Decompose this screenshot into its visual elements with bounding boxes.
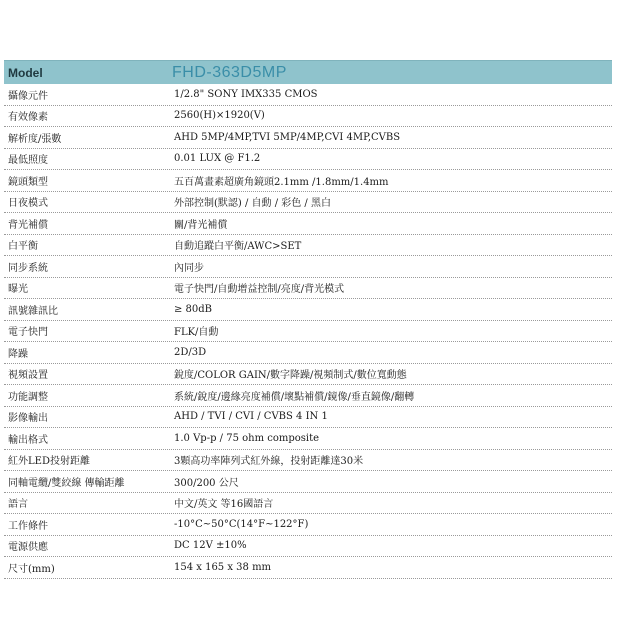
spec-label: 攝像元件 [8, 90, 48, 102]
spec-label: 訊號雜訊比 [8, 305, 58, 317]
spec-value: AHD / TVI / CVI / CVBS 4 IN 1 [174, 411, 328, 423]
spec-value: 1.0 Vp-p / 75 ohm composite [174, 432, 320, 444]
spec-label: 解析度/張數 [8, 133, 62, 145]
spec-row [4, 235, 612, 257]
spec-row [4, 428, 612, 450]
spec-value: 關/背光補償 [174, 219, 228, 231]
spec-row [4, 149, 612, 171]
spec-row [4, 170, 612, 192]
spec-label: 同步系統 [8, 262, 48, 274]
spec-row [4, 450, 612, 472]
spec-label: 曝光 [8, 284, 28, 296]
spec-label: 最低照度 [8, 155, 48, 167]
spec-value: 五百萬畫素超廣角鏡頭2.1mm /1.8mm/1.4mm [174, 176, 389, 188]
spec-value: 0.01 LUX @ F1.2 [174, 153, 261, 165]
spec-value: -10°C~50°C(14°F~122°F) [174, 518, 309, 530]
spec-label: 日夜模式 [8, 198, 48, 210]
spec-row [4, 493, 612, 515]
spec-row [4, 342, 612, 364]
spec-row [4, 106, 612, 128]
spec-label: 同軸電纜/雙絞線 傳輸距離 [8, 477, 125, 489]
spec-label: 影像輸出 [8, 413, 48, 425]
spec-value: 系統/銳度/邊緣亮度補償/壞點補償/鏡像/垂直鏡像/翻轉 [174, 391, 415, 403]
spec-row [4, 256, 612, 278]
spec-row [4, 407, 612, 429]
spec-label: 有效像素 [8, 112, 48, 124]
spec-row [4, 213, 612, 235]
spec-value: 電子快門/自動增益控制/亮度/背光模式 [174, 284, 345, 296]
spec-value: ≥ 80dB [174, 303, 213, 315]
spec-value: 銳度/COLOR GAIN/數字降躁/視頻制式/數位寬動態 [174, 370, 407, 382]
spec-row [4, 536, 612, 558]
spec-value: 154 x 165 x 38 mm [174, 561, 272, 573]
spec-row [4, 278, 612, 300]
spec-row [4, 557, 612, 579]
spec-label: 視頻設置 [8, 370, 48, 382]
spec-label: 輸出格式 [8, 434, 48, 446]
spec-value: 自動追蹤白平衡/AWC>SET [174, 241, 302, 253]
spec-value: 300/200 公尺 [174, 477, 239, 489]
spec-value: 外部控制(默認) / 自動 / 彩色 / 黑白 [174, 198, 331, 210]
spec-value: AHD 5MP/4MP,TVI 5MP/4MP,CVI 4MP,CVBS [174, 131, 401, 143]
spec-label: 鏡頭類型 [8, 176, 48, 188]
spec-label: 尺寸(mm) [8, 563, 55, 575]
spec-row [4, 364, 612, 386]
spec-label: 電子快門 [8, 327, 48, 339]
model-label: Model [8, 65, 43, 80]
spec-label: 電源供應 [8, 542, 48, 554]
spec-label: 工作條件 [8, 520, 48, 532]
spec-sheet [4, 60, 612, 579]
spec-row [4, 192, 612, 214]
spec-label: 功能調整 [8, 391, 48, 403]
spec-label: 背光補償 [8, 219, 48, 231]
spec-row [4, 471, 612, 493]
spec-value: 2D/3D [174, 346, 207, 358]
spec-value: DC 12V ±10% [174, 540, 247, 552]
spec-row [4, 299, 612, 321]
spec-value: 內同步 [174, 262, 204, 274]
spec-label: 語言 [8, 499, 28, 511]
spec-label: 白平衡 [8, 241, 38, 253]
spec-value: 2560(H)×1920(V) [174, 110, 265, 122]
spec-row [4, 84, 612, 106]
spec-row [4, 514, 612, 536]
spec-value: FLK/自動 [174, 327, 219, 339]
spec-label: 降躁 [8, 348, 28, 360]
spec-value: 3顆高功率陣列式紅外線，投射距離達30米 [174, 456, 364, 468]
spec-label: 紅外LED投射距離 [8, 456, 90, 468]
spec-value: 1/2.8" SONY IMX335 CMOS [174, 88, 318, 100]
model-number: FHD-363D5MP [172, 63, 287, 81]
model-header-row [4, 60, 612, 84]
spec-row [4, 321, 612, 343]
spec-row [4, 385, 612, 407]
spec-list [4, 84, 612, 579]
spec-row [4, 127, 612, 149]
spec-value: 中文/英文 等16國語言 [174, 499, 274, 511]
